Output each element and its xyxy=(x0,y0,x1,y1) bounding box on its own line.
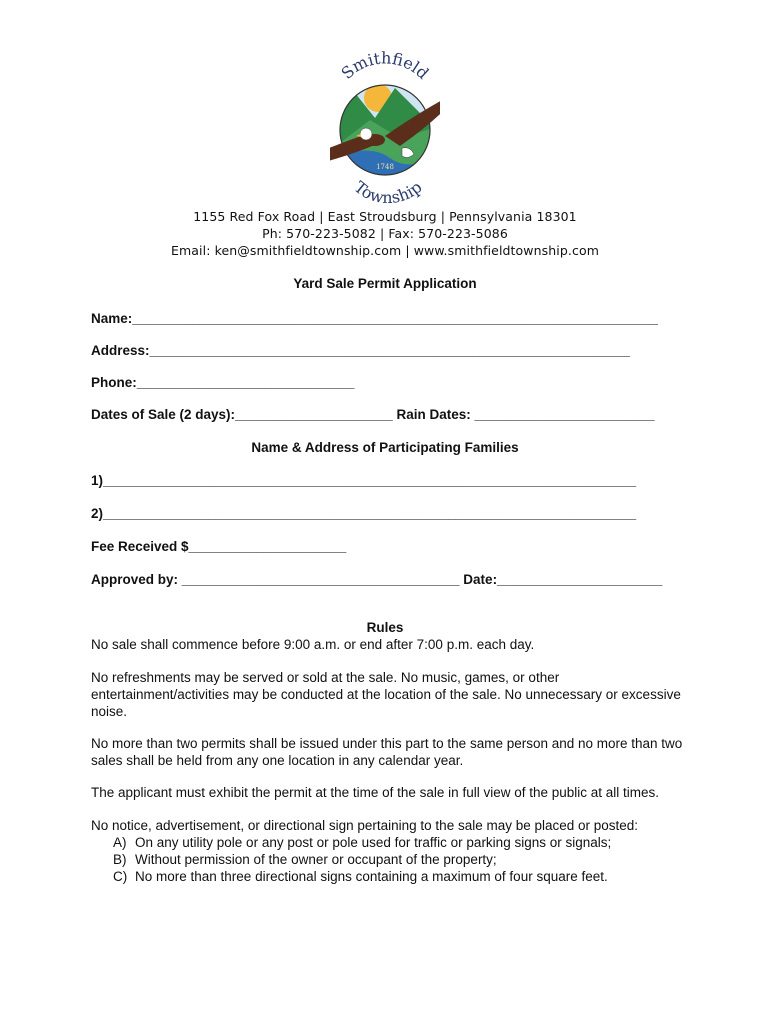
list-text: No more than three directional signs containing a maximum of four square feet. xyxy=(135,869,608,884)
list-item xyxy=(91,868,691,885)
families-heading: Name & Address of Participating Families xyxy=(251,440,519,455)
township-logo xyxy=(330,48,440,208)
family-2-field[interactable]: 2)_______________________________________________________________________ xyxy=(91,506,637,521)
phone-field[interactable]: Phone:_____________________________ xyxy=(91,375,355,390)
svg-text:Township xyxy=(350,177,425,207)
rule-5 xyxy=(91,817,691,885)
list-text: On any utility pole or any post or pole used for traffic or parking signs or signals; xyxy=(135,835,612,850)
logo-name-bottom: Township xyxy=(350,177,426,208)
rule-5-list xyxy=(91,834,691,885)
rule-1: No sale shall commence before 9:00 a.m. or end after 7:00 p.m. each day. xyxy=(91,637,535,652)
svg-text:Smithfield xyxy=(338,48,433,82)
rules-heading: Rules xyxy=(366,620,404,635)
page-title: Yard Sale Permit Application xyxy=(293,276,477,291)
letterhead-address: 1155 Red Fox Road | East Stroudsburg | Pennsylvania 18301 xyxy=(193,209,577,224)
address-field[interactable]: Address:________________________________________________________________ xyxy=(91,343,631,358)
list-marker: A) xyxy=(113,835,127,850)
list-item xyxy=(91,851,691,868)
rule-2: No refreshments may be served or sold at the sale. No music, games, or other entertainment/activities may be conducted at the location of the sale. No unnecessary or excessive noise. xyxy=(91,670,681,719)
family-1-field[interactable]: 1)_______________________________________________________________________ xyxy=(91,473,637,488)
letterhead-email: Email: ken@smithfieldtownship.com | www.smithfieldtownship.com xyxy=(171,243,599,258)
list-marker: C) xyxy=(113,869,128,884)
rule-5-text: No notice, advertisement, or directional sign pertaining to the sale may be placed or posted: xyxy=(91,818,639,833)
logo-year: 1748 xyxy=(376,163,394,171)
logo-name-top: Smithfield xyxy=(337,48,433,83)
list-text: Without permission of the owner or occupant of the property; xyxy=(135,852,497,867)
approved-field[interactable]: Approved by: _____________________________________ Date:______________________ xyxy=(91,572,663,587)
list-item xyxy=(91,834,691,851)
rule-3: No more than two permits shall be issued under this part to the same person and no more than two sales shall be held from any one location in any calendar year. xyxy=(91,736,683,768)
letterhead-phone: Ph: 570-223-5082 | Fax: 570-223-5086 xyxy=(262,226,508,241)
list-marker: B) xyxy=(113,852,127,867)
rule-4: The applicant must exhibit the permit at the time of the sale in full view of the public at all times. xyxy=(91,785,660,800)
dates-field[interactable]: Dates of Sale (2 days):_____________________ Rain Dates: ________________________ xyxy=(91,407,655,422)
fee-field[interactable]: Fee Received $_____________________ xyxy=(91,539,347,554)
name-field[interactable]: Name:______________________________________________________________________ xyxy=(91,311,658,326)
